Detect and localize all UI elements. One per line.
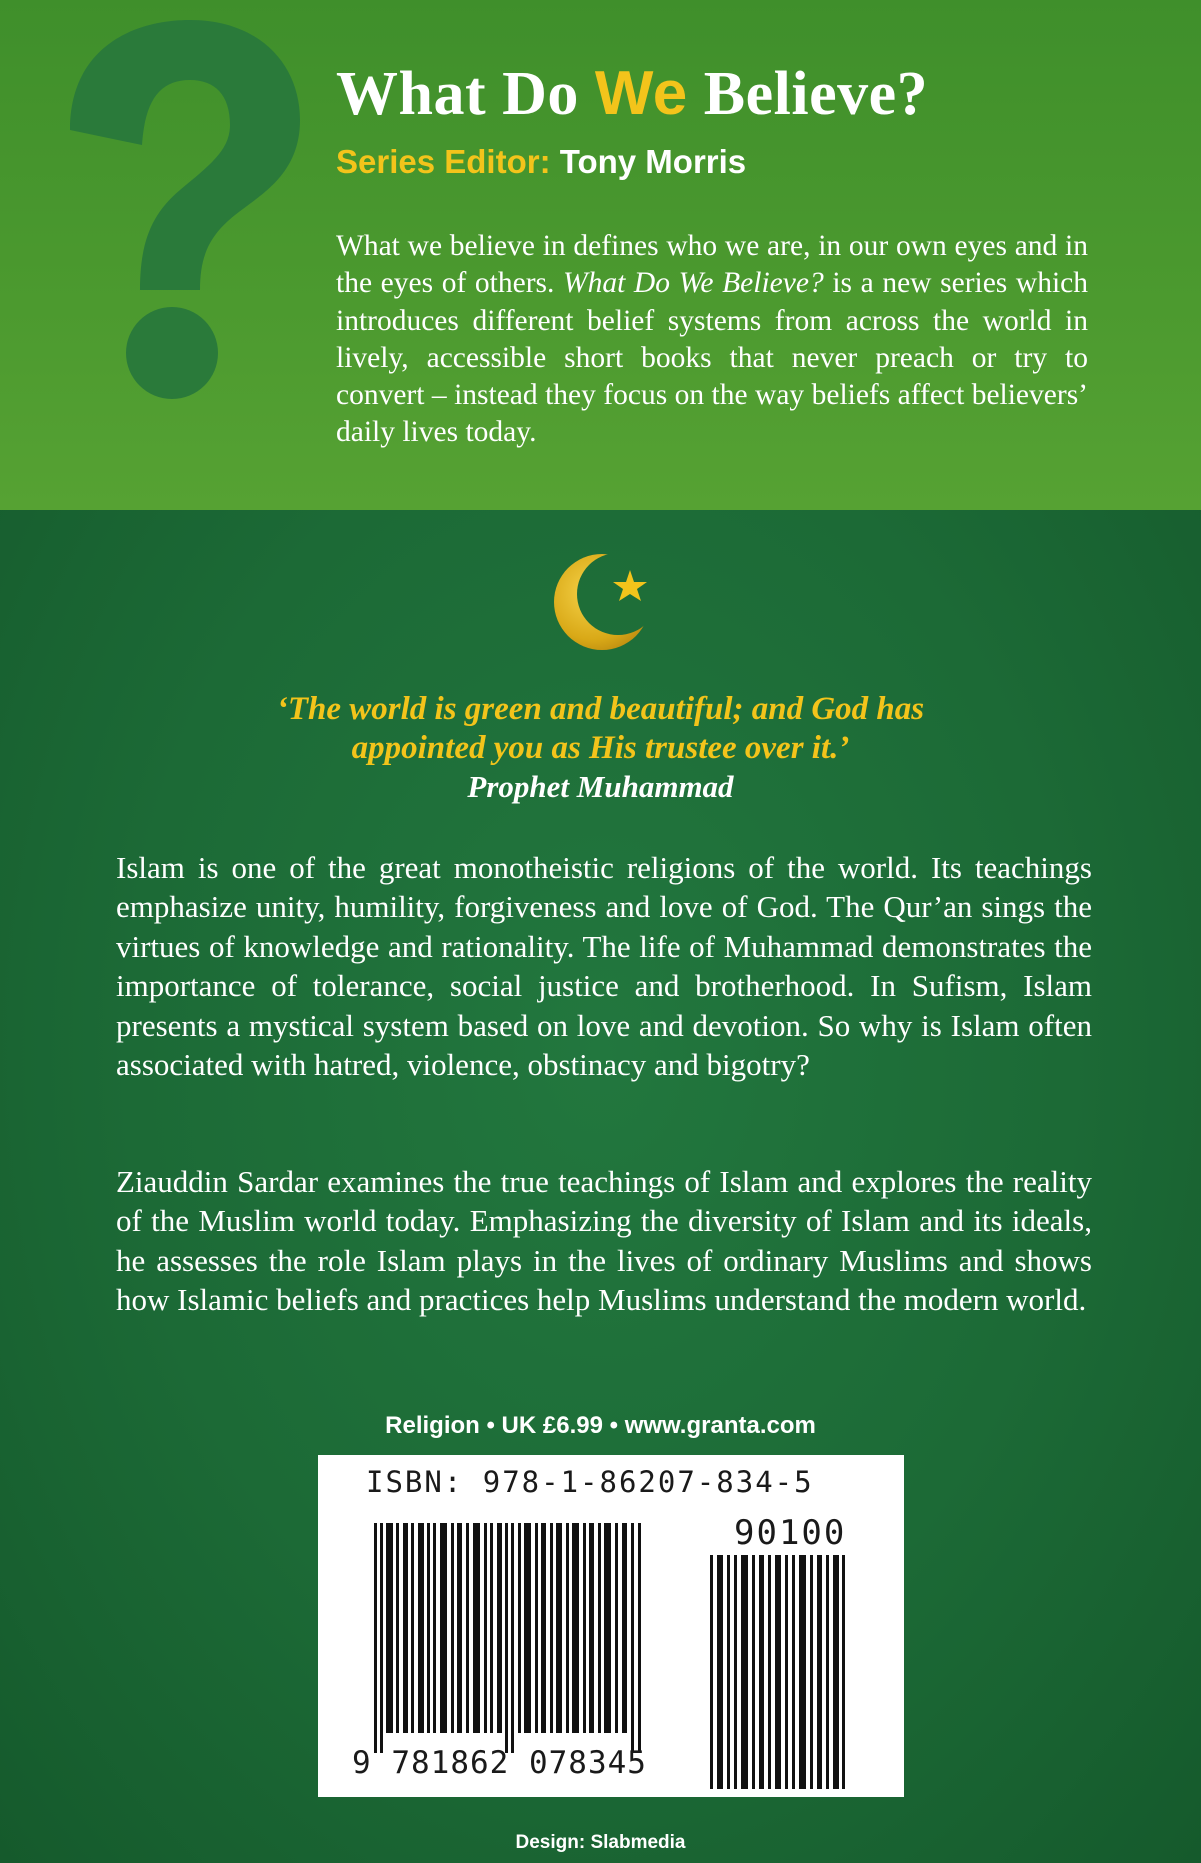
quote-block — [0, 690, 1201, 806]
design-credit — [0, 1832, 1201, 1854]
series-editor — [336, 143, 746, 181]
barcode-addon-code: 90100 — [734, 1513, 847, 1553]
quote-text: ‘The world is green and beautiful; and God has appointed you as His trustee over it.’ — [276, 691, 925, 766]
barcode-bars — [374, 1523, 644, 1753]
series-title-highlight: We — [594, 59, 688, 128]
series-title — [336, 58, 928, 130]
addon-barcode-bars — [710, 1555, 846, 1789]
series-description — [336, 228, 1088, 452]
series-editor-name: Tony Morris — [559, 143, 747, 180]
question-mark-icon — [30, 0, 330, 480]
isbn-label: ISBN: 978-1-86207-834-5 — [366, 1465, 814, 1499]
series-description-part2: is a new series which introduces different belief systems from across the world in lively, accessible short books that never preach or try to convert – instead they focus on the way beliefs affect believers’ daily lives today. — [336, 267, 1088, 449]
crescent-star-icon — [552, 540, 664, 660]
design-credit-label: Design: — [515, 1832, 586, 1853]
blurb-paragraph-2: Ziauddin Sardar examines the true teachings of Islam and explores the reality of the Muslim world today. Emphasizing the diversity of Islam and its ideals, he assesses the role Islam plays in the lives of ordinary Muslims and shows how Islamic beliefs and practices help Muslims understand the modern world. — [116, 1164, 1092, 1318]
price-line: Religion • UK £6.99 • www.granta.com — [385, 1412, 816, 1439]
series-title-before: What Do — [336, 60, 595, 128]
series-description-part1: What we believe in defines who we are, in our own eyes and in the eyes of others. — [336, 230, 1088, 300]
design-credit-name: Slabmedia — [590, 1832, 686, 1853]
quote-attribution: Prophet Muhammad — [467, 769, 734, 804]
series-editor-role: Series Editor: — [336, 143, 551, 180]
blurb-paragraph-1: Islam is one of the great monotheistic religions of the world. Its teachings emphasize unity, humility, forgiveness and love of God. The Qur’an sings the virtues of knowledge and rationality. The life of Muhammad demonstrates the importance of tolerance, social justice and brotherhood. In Sufism, Islam presents a mystical system based on love and devotion. So why is Islam often associated with hatred, violence, obstinacy and bigotry? — [116, 850, 1092, 1083]
series-title-after: Believe? — [687, 60, 929, 128]
series-description-italic: What Do We Believe? — [563, 267, 824, 300]
barcode-digits: 9 781862 078345 — [352, 1745, 647, 1781]
barcode-box — [318, 1455, 904, 1797]
